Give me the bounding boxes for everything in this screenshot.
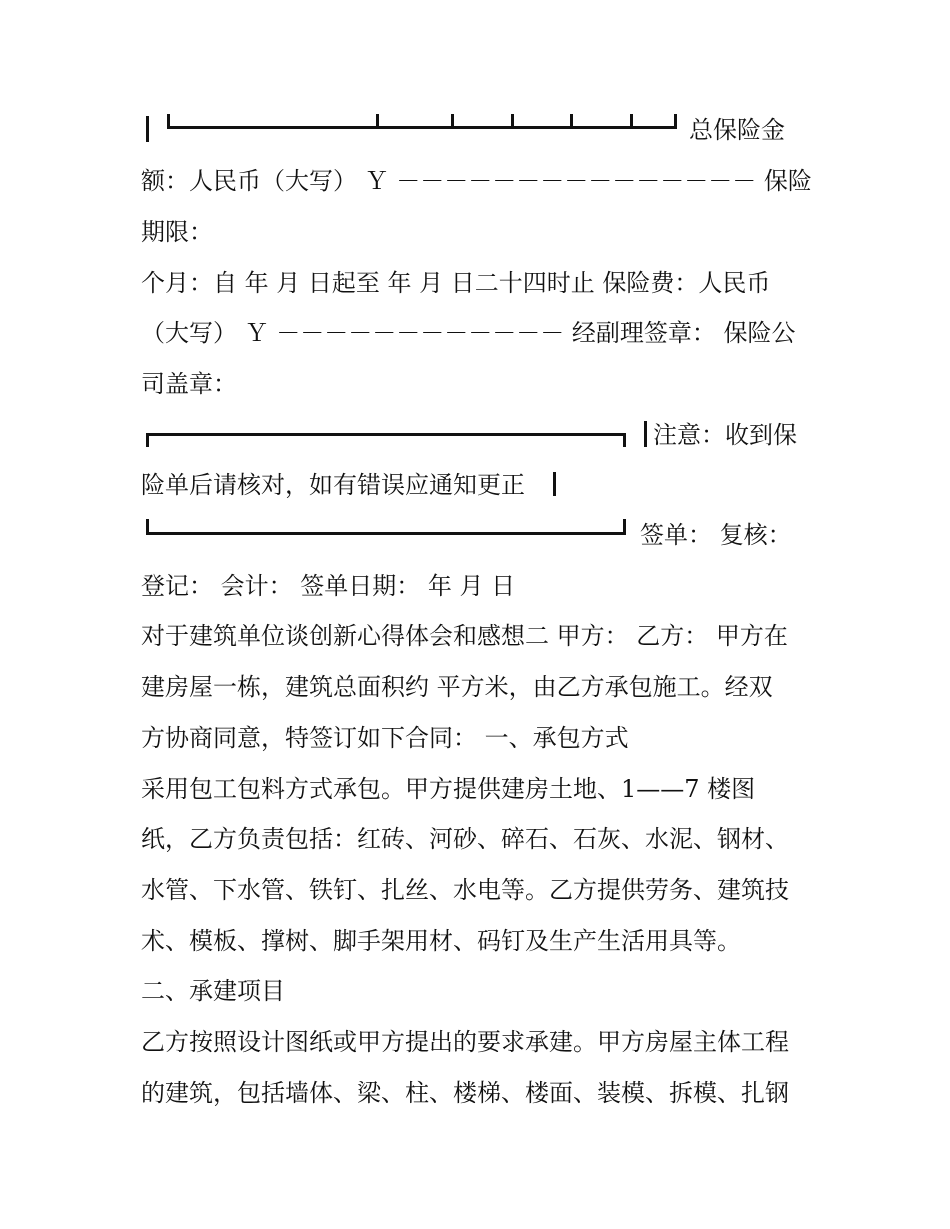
text-line: 登记： 会计： 签单日期： 年 月 日: [141, 572, 516, 600]
notice-box-bottom-left-corner: [146, 519, 149, 535]
text-line: 期限：: [141, 218, 213, 246]
text-line: 险单后请核对，如有错误应通知更正: [141, 471, 525, 499]
text-line: 采用包工包料方式承包。甲方提供建房土地、1——7 楼图: [141, 775, 756, 803]
notice-box-bottom-border: [146, 532, 626, 535]
section-heading: 二、承建项目: [141, 977, 285, 1005]
table-border-left-vertical: [146, 116, 149, 142]
text-line: 术、模板、撑树、脚手架用材、码钉及生产生活用具等。: [141, 927, 741, 955]
text-line: 签单： 复核：: [640, 521, 792, 549]
text-line: 纸，乙方负责包括：红砖、河砂、碎石、石灰、水泥、钢材、: [141, 825, 789, 853]
table-tick: [167, 114, 170, 128]
text-line: 水管、下水管、铁钉、扎丝、水电等。乙方提供劳务、建筑技: [141, 876, 789, 904]
notice-box-right-corner: [623, 433, 626, 447]
table-tick: [630, 114, 633, 128]
text-line: 个月：自 年 月 日起至 年 月 日二十四时止 保险费：人民币: [141, 269, 771, 297]
table-tick: [451, 114, 454, 128]
notice-box-left-corner: [146, 433, 149, 447]
notice-text: 注意：收到保: [653, 421, 797, 449]
text-line: 对于建筑单位谈创新心得体会和感想二 甲方： 乙方： 甲方在: [141, 622, 788, 650]
text-line: 乙方按照设计图纸或甲方提出的要求承建。甲方房屋主体工程: [141, 1028, 789, 1056]
text-line: （大写） Ｙ －－－－－－－－－－－－ 经副理签章： 保险公: [141, 319, 796, 347]
table-tick: [570, 114, 573, 128]
text-line: 总保险金: [689, 116, 785, 144]
notice-box-right-vertical: [644, 421, 647, 447]
table-tick: [376, 114, 379, 128]
table-tick: [511, 114, 514, 128]
notice-box-inner-vertical: [553, 472, 556, 496]
text-line: 的建筑，包括墙体、梁、柱、楼梯、楼面、装模、拆模、扎钢: [141, 1079, 789, 1107]
notice-box-bottom-right-corner: [623, 519, 626, 535]
text-line: 司盖章：: [141, 370, 237, 398]
table-tick: [674, 114, 677, 128]
notice-box-top-border: [146, 433, 626, 436]
table-border-bottom: [167, 126, 677, 129]
text-line: 方协商同意，特签订如下合同： 一、承包方式: [141, 724, 629, 752]
text-line: 建房屋一栋，建筑总面积约 平方米，由乙方承包施工。经双: [141, 673, 773, 701]
text-line: 额：人民币（大写） Ｙ －－－－－－－－－－－－－－－ 保险: [141, 167, 812, 195]
